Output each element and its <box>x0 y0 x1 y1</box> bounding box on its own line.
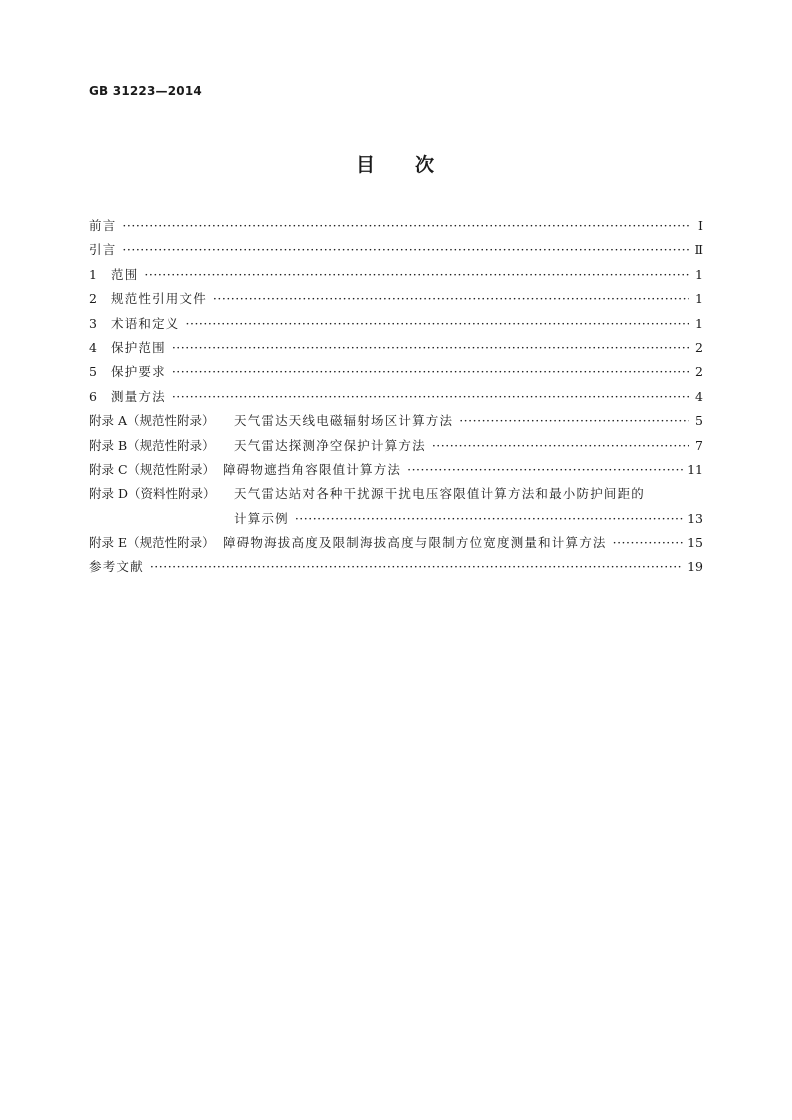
toc-entry-title: 天气雷达站对各种干扰源干扰电压容限值计算方法和最小防护间距的 <box>234 486 646 502</box>
leader-dots <box>122 238 689 262</box>
toc-entry-number: 4 <box>89 339 97 355</box>
toc-entry-title: 参考文献 <box>89 559 144 575</box>
toc-entry-title: 保护范围 <box>111 339 166 355</box>
toc-entry-annex-a[interactable] <box>89 409 703 433</box>
toc-entry-title: 引言 <box>89 242 117 258</box>
annex-prefix: 附录 B（规范性附录） <box>89 437 215 453</box>
toc-entry-number: 1 <box>89 266 97 282</box>
toc-entry-page: 13 <box>687 510 703 526</box>
leader-dots <box>613 531 683 555</box>
toc-entry-title: 术语和定义 <box>111 315 180 331</box>
toc-entry-section-5[interactable] <box>89 360 703 384</box>
toc-entry-number: 6 <box>89 388 97 404</box>
toc-entry-annex-e[interactable] <box>89 531 703 555</box>
toc-entry-title: 障碍物海拔高度及限制海拔高度与限制方位宽度测量和计算方法 <box>223 535 607 551</box>
leader-dots <box>122 214 689 238</box>
toc-entry-page: 4 <box>695 388 703 404</box>
toc-entry-bibliography[interactable] <box>89 555 703 579</box>
toc-entry-page: 5 <box>695 413 703 429</box>
toc-entry-annex-c[interactable] <box>89 458 703 482</box>
toc-entry-number: 2 <box>89 291 97 307</box>
leader-dots <box>459 409 689 433</box>
toc-entry-page: 1 <box>695 266 703 282</box>
toc-entry-page: 2 <box>695 364 703 380</box>
toc-entry-title: 障碍物遮挡角容限值计算方法 <box>223 461 402 477</box>
leader-dots <box>295 507 683 531</box>
toc-entry-page: Ⅰ <box>698 218 703 233</box>
toc-entry-title: 天气雷达天线电磁辐射场区计算方法 <box>234 413 454 429</box>
toc-entry-title: 规范性引用文件 <box>111 291 207 307</box>
toc-entry-page: 7 <box>695 437 703 453</box>
leader-dots <box>432 434 689 458</box>
page-title-left: 目 <box>355 154 377 176</box>
toc-entry-annex-b[interactable] <box>89 434 703 458</box>
toc-entry-section-2[interactable] <box>89 287 703 311</box>
leader-dots <box>186 312 689 336</box>
leader-dots <box>144 263 689 287</box>
table-of-contents <box>89 214 703 580</box>
toc-entry-title: 前言 <box>89 218 117 233</box>
page-title <box>0 150 792 177</box>
toc-entry-title: 天气雷达探测净空保护计算方法 <box>234 437 426 453</box>
toc-entry-annex-d-continued[interactable] <box>89 507 703 531</box>
toc-entry-page: 11 <box>687 461 703 477</box>
toc-entry-section-1[interactable] <box>89 263 703 287</box>
toc-entry-title-continued: 计算示例 <box>234 510 289 526</box>
toc-entry-title: 保护要求 <box>111 364 166 380</box>
toc-entry-section-6[interactable] <box>89 385 703 409</box>
leader-dots <box>172 385 689 409</box>
toc-entry-page: 1 <box>695 315 703 331</box>
annex-prefix: 附录 C（规范性附录） <box>89 461 216 477</box>
toc-entry-title: 范围 <box>111 266 139 282</box>
page-title-right: 次 <box>415 154 437 176</box>
toc-entry-section-4[interactable] <box>89 336 703 360</box>
toc-entry-introduction[interactable] <box>89 238 703 262</box>
toc-entry-page: 19 <box>687 559 703 575</box>
annex-prefix: 附录 D（资料性附录） <box>89 486 216 502</box>
toc-entry-section-3[interactable] <box>89 312 703 336</box>
leader-dots <box>213 287 689 311</box>
toc-entry-number: 3 <box>89 315 97 331</box>
leader-dots <box>172 360 689 384</box>
toc-entry-title: 测量方法 <box>111 388 166 404</box>
leader-dots <box>407 458 683 482</box>
toc-entry-foreword[interactable] <box>89 214 703 238</box>
toc-entry-page: 15 <box>687 535 703 551</box>
toc-entry-number: 5 <box>89 364 97 380</box>
leader-dots <box>172 336 689 360</box>
annex-prefix: 附录 E（规范性附录） <box>89 535 215 551</box>
annex-prefix: 附录 A（规范性附录） <box>89 413 215 429</box>
leader-dots <box>150 555 683 579</box>
toc-entry-page: Ⅱ <box>694 242 703 258</box>
standard-code: GB 31223—2014 <box>89 84 202 98</box>
toc-entry-page: 1 <box>695 291 703 307</box>
toc-entry-annex-d[interactable] <box>89 482 703 506</box>
toc-entry-page: 2 <box>695 339 703 355</box>
